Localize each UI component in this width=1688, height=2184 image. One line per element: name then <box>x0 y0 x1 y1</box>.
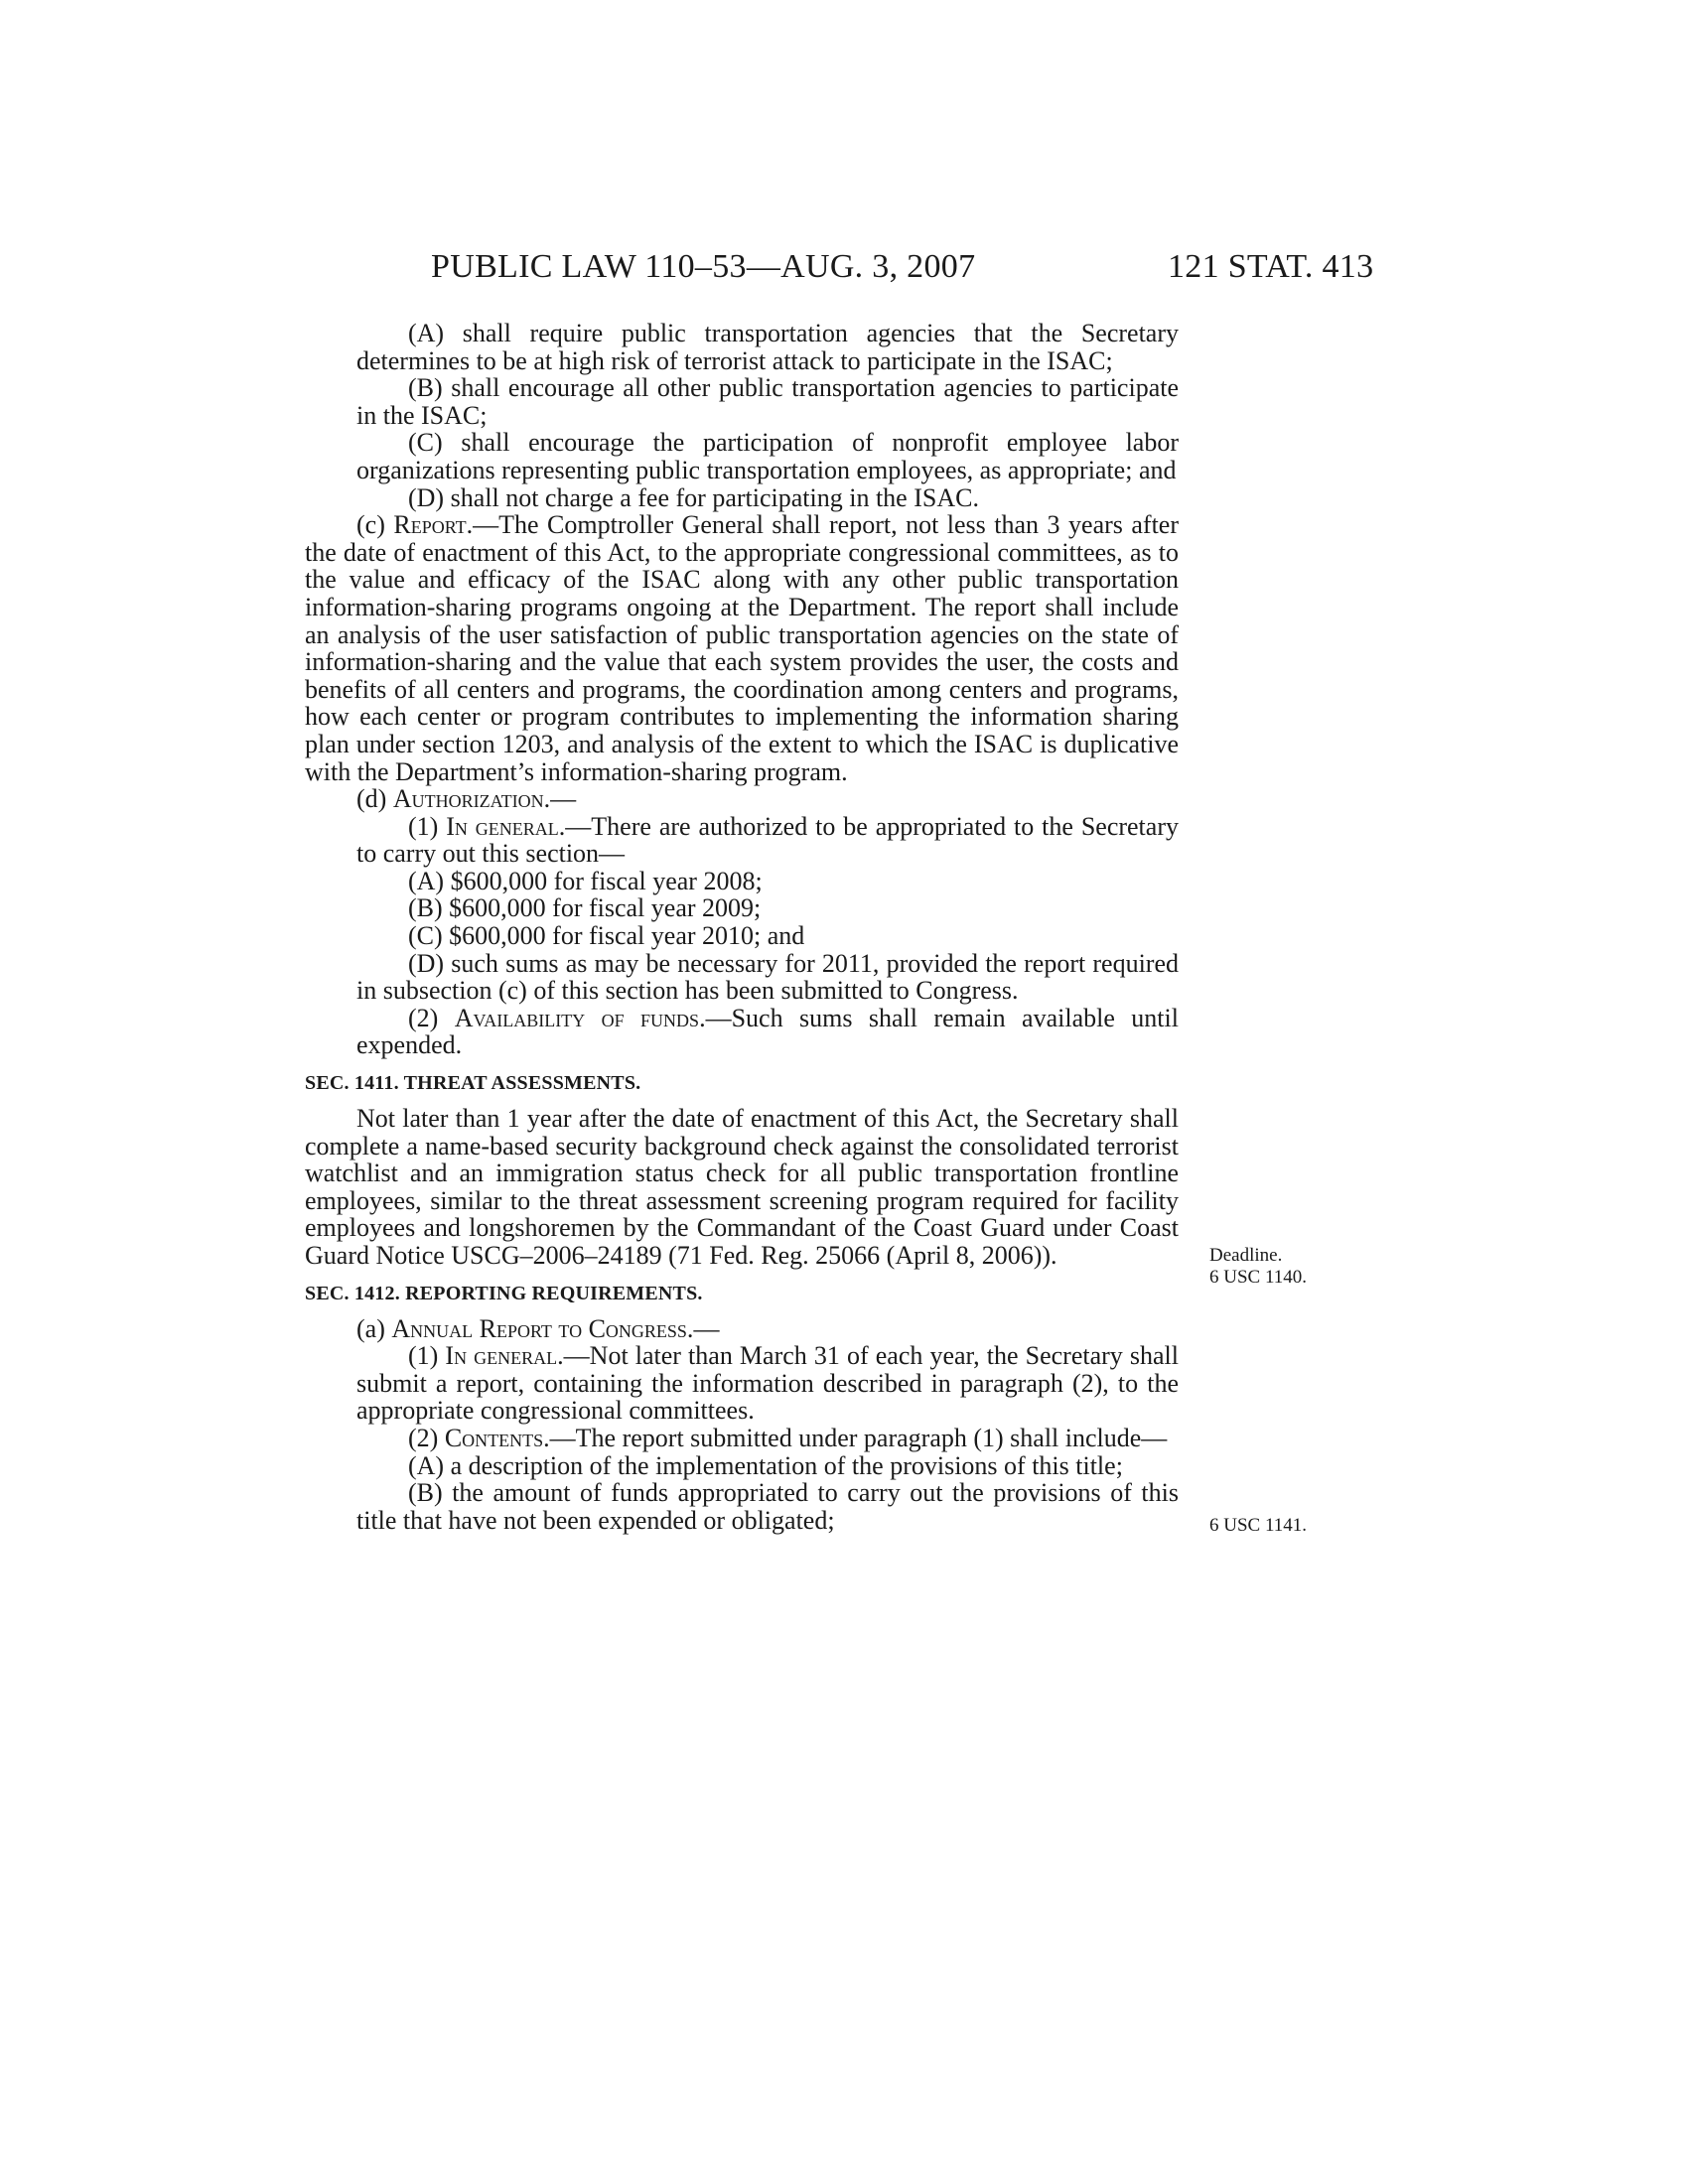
d2-label: (2) <box>408 1003 455 1032</box>
subsection-d-1 <box>305 813 1179 868</box>
s1412-1-label: (1) <box>408 1341 446 1371</box>
sec-1412-a-2 <box>305 1425 1179 1452</box>
d1-heading: In general. <box>446 811 566 841</box>
subsection-c-text: —The Comptroller General shall report, not less than 3 years after the date of enactment of this Act, to the appropriate congressional committees, as to the value and efficacy of the ISAC along with any other public transportation information-sharing programs ongoing at the Department. The report shall include an analysis of the user satisfaction of public transportation agencies on the state of information-sharing and the value that each system provides the user, the costs and benefits of all centers and programs, the coordination among centers and programs, how each center or program contributes to implementing the information sharing plan under section 1203, and analysis of the extent to which the ISAC is duplicative with the Department’s information-sharing program. <box>305 510 1179 786</box>
subsection-d-heading: Authorization. <box>392 784 551 814</box>
d1-c: (C) $600,000 for fiscal year 2010; and <box>408 921 805 951</box>
s1412-2-label: (2) <box>408 1423 445 1452</box>
sec-1411-heading: SEC. 1411. THREAT ASSESSMENTS. <box>305 1072 641 1095</box>
d2-text: —Such sums shall remain available until expended. <box>356 1003 1179 1060</box>
running-header-title: PUBLIC LAW 110–53—AUG. 3, 2007 <box>431 248 976 285</box>
sec-1411-text: Not later than 1 year after the date of enactment of this Act, the Secretary shall complete a name-based security background check against the consolidated terrorist watchlist and an immigration status check for all public transportation frontline employees, similar to the threat assessment screening program required for facility employees and longshoremen by the Commandant of the Coast Guard under Coast Guard Notice USCG–2006–24189 (71 Fed. Reg. 25066 (April 8, 2006)). <box>305 1104 1179 1270</box>
margin-note-deadline: Deadline. <box>1209 1245 1283 1266</box>
d1-a: (A) $600,000 for fiscal year 2008; <box>408 866 763 895</box>
d1-b: (B) $600,000 for fiscal year 2009; <box>408 893 762 923</box>
sec-1412-a-dash: — <box>693 1313 720 1343</box>
d1-text: —There are authorized to be appropriated to the Secretary to carry out this section— <box>356 811 1179 869</box>
margin-note-usc-1141: 6 USC 1141. <box>1209 1515 1308 1536</box>
sec-1412-a-1 <box>305 1342 1179 1425</box>
subsection-d-2 <box>305 1005 1179 1059</box>
s1412-1-heading: In general. <box>445 1341 564 1371</box>
sec-1412-a-heading: Annual Report to Congress. <box>391 1313 694 1343</box>
s1412-1-text: —Not later than March 31 of each year, the Secretary shall submit a report, containing the information described in paragraph (2), to the appropriate congressional committees. <box>356 1341 1179 1426</box>
s1412-2-text: —The report submitted under paragraph (1) shall include— <box>549 1423 1168 1452</box>
statute-body <box>305 320 1179 1534</box>
subsection-c: (c) Report.—The Comptroller General shall report, not less than 3 years after the date of enactment of this Act, to the appropriate congressional committees, as to the value and efficacy of the ISAC along with any other public transportation information-sharing programs ongoing at the Department. The report shall include an analysis of the user satisfaction of public transportation agencies on the state of information-sharing and the value that each system provides the user, the costs and benefits of all centers and programs, the coordination among centers and programs, how each center or program contributes to implementing the information sharing plan under section 1203, and analysis of the extent to which the ISAC is duplicative with the Department’s information-sharing program. <box>305 510 1179 786</box>
paragraph-b-d: (D) shall not charge a fee for participating in the ISAC. <box>408 482 979 512</box>
subsection-c-heading: Report. <box>393 510 474 540</box>
d1-label: (1) <box>408 811 447 841</box>
subsection-d <box>305 785 1179 813</box>
subsection-d-dash: — <box>550 784 577 814</box>
sec-1412-a <box>305 1315 1179 1343</box>
sec-1412-heading: SEC. 1412. REPORTING REQUIREMENTS. <box>305 1282 703 1304</box>
d2-heading: Availability of funds. <box>454 1003 706 1032</box>
paragraph-b-a: (A) shall require public transportation agencies that the Secretary determines to be at high risk of terrorist attack to participate in the ISAC; <box>356 319 1179 375</box>
page-number: 121 STAT. 413 <box>1168 248 1374 285</box>
paragraph-b-b: (B) shall encourage all other public transportation agencies to participate in the ISAC; <box>356 373 1179 430</box>
s1412-2-A: (A) a description of the implementation of the provisions of this title; <box>408 1450 1123 1480</box>
d1-d: (D) such sums as may be necessary for 2011, provided the report required in subsection (c) of this section has been submitted to Congress. <box>356 948 1179 1006</box>
subsection-d-label: (d) <box>356 784 393 814</box>
s1412-2-heading: Contents. <box>444 1423 550 1452</box>
s1412-2-B: (B) the amount of funds appropriated to carry out the provisions of this title that have not been expended or obligated; <box>356 1478 1179 1535</box>
paragraph-b-c: (C) shall encourage the participation of nonprofit employee labor organizations representing public transportation employees, as appropriate; and <box>356 428 1179 484</box>
sec-1412-a-label: (a) <box>356 1313 392 1343</box>
margin-note-usc-1140: 6 USC 1140. <box>1209 1267 1308 1288</box>
